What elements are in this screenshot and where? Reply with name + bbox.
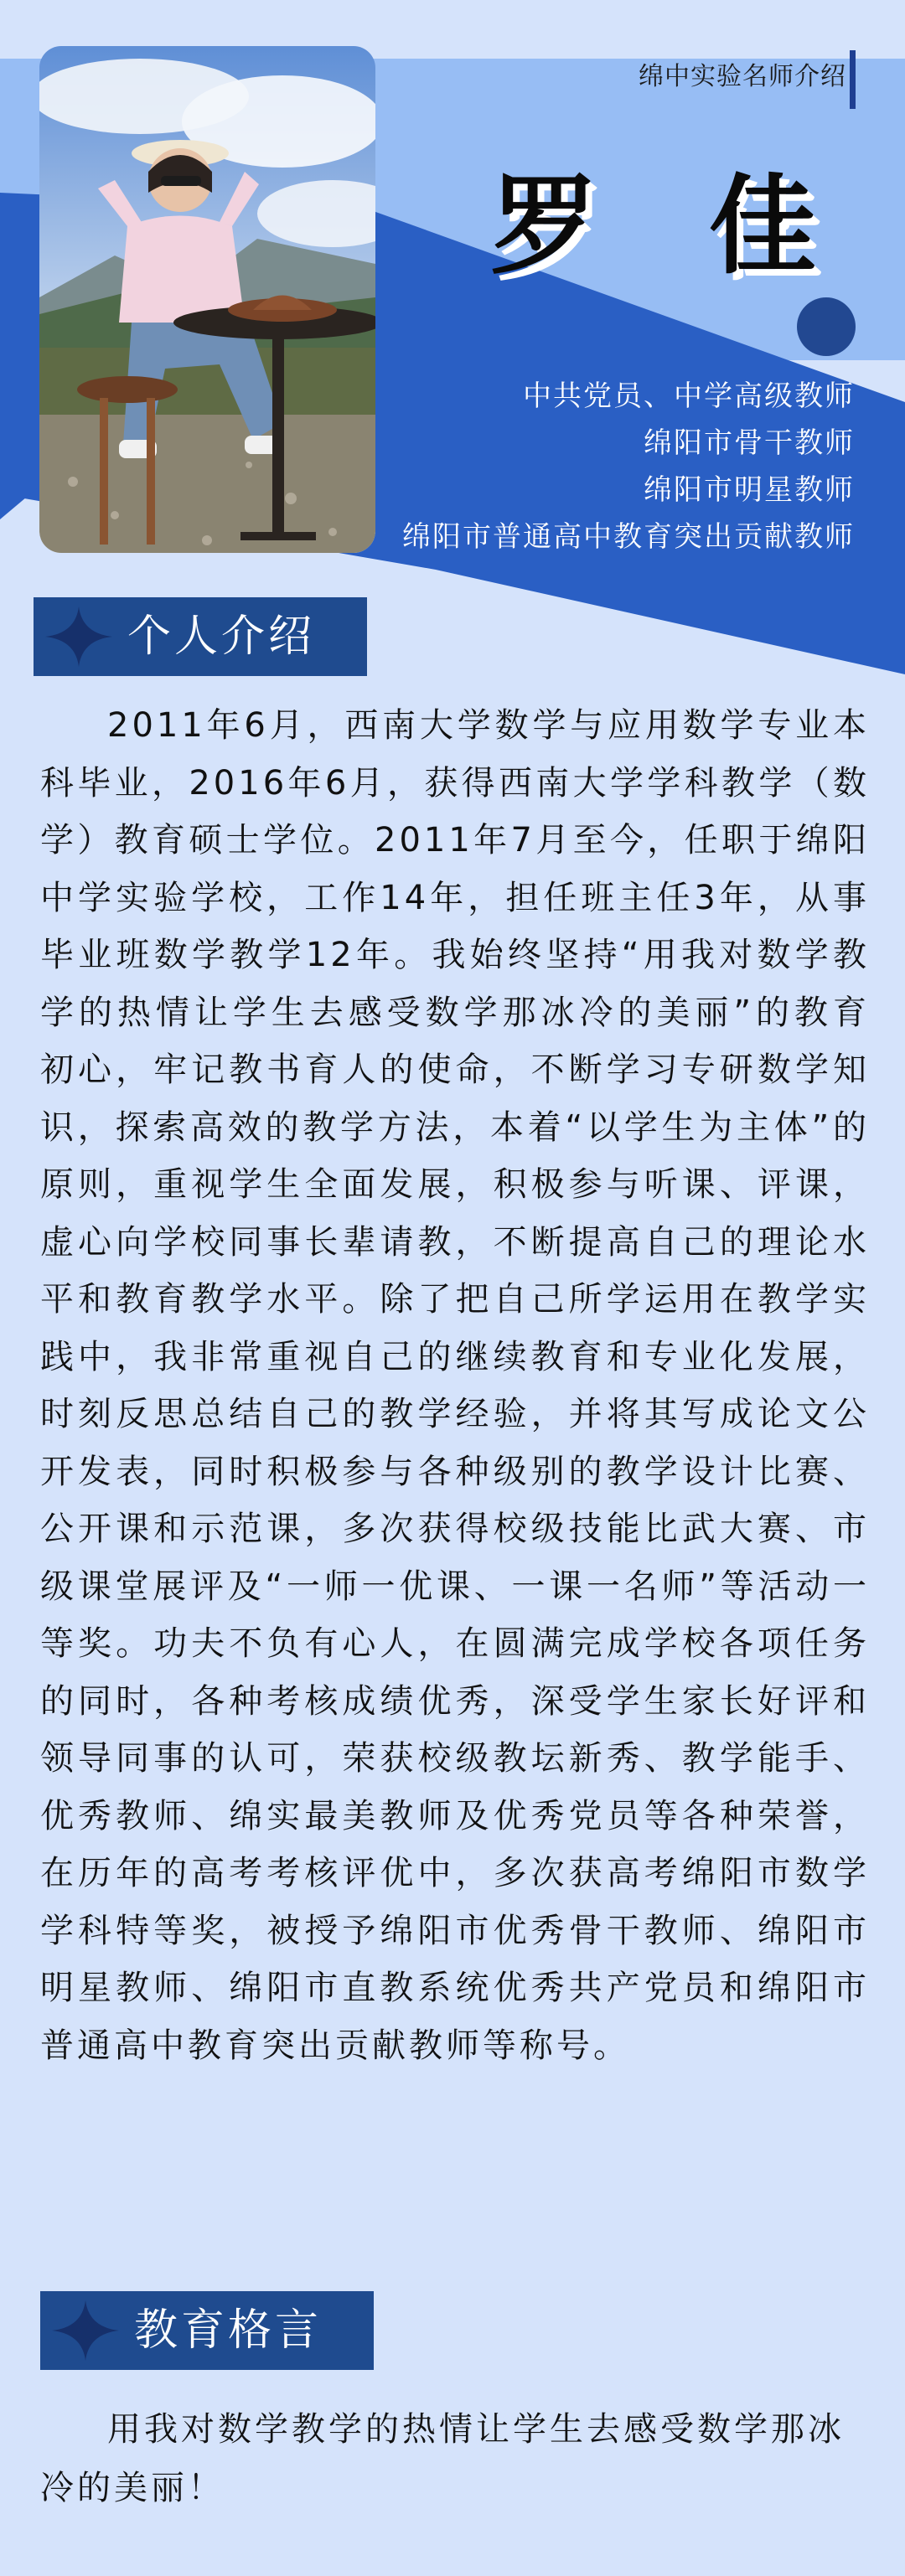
header-accent-bar [850, 50, 856, 109]
intro-heading-label: 个人介绍 [127, 612, 316, 662]
four-point-star-icon [52, 2300, 119, 2361]
title-line: 中共党员、中学高级教师 [523, 379, 855, 413]
teacher-titles [402, 373, 855, 560]
intro-section-heading [34, 597, 367, 676]
title-line: 绵阳市骨干教师 [644, 426, 855, 460]
motto-heading-label: 教育格言 [134, 2305, 323, 2356]
teacher-name: 罗 佳 [490, 164, 853, 289]
four-point-star-icon [45, 607, 112, 667]
title-line: 绵阳市普通高中教育突出贡献教师 [402, 520, 855, 554]
motto-section-heading [40, 2291, 374, 2370]
intro-paragraph: 2011年6月，西南大学数学与应用数学专业本科毕业，2016年6月，获得西南大学学科教学（数学）教育硕士学位。2011年7月至今，任职于绵阳中学实验学校，工作14年，担任班主任3年，从事毕业班数学教学12年。我始终坚持“用我对数学教学的热情让学生去感受数学那冰冷的美丽”的教育初心，牢记教书育人的使命，不断学习专研数学知识，探索高效的教学方法，本着“以学生为主体”的原则，重视学生全面发展，积极参与听课、评课，虚心向学校同事长辈请教，不断提高自己的理论水平和教育教学水平。除了把自己所学运用在教学实践中，我非常重视自己的继续教育和专业化发展，时刻反思总结自己的教学经验，并将其写成论文公开发表，同时积极参与各种级别的教学设计比赛、公开课和示范课，多次获得校级技能比武大赛、市级课堂展评及“一师一优课、一课一名师”等活动一等奖。功夫不负有心人，在圆满完成学校各项任务的同时，各种考核成绩优秀，深受学生家长好评和领导同事的认可，荣获校级教坛新秀、教学能手、优秀教师、绵实最美教师及优秀党员等各种荣誉，在历年的高考考核评优中，多次获高考绵阳市数学学科特等奖，被授予绵阳市优秀骨干教师、绵阳市明星教师、绵阳市直教系统优秀共产党员和绵阳市普通高中教育突出贡献教师等称号。 [40, 706, 870, 2065]
decorative-dot [797, 297, 856, 356]
teacher-photo [39, 46, 375, 553]
motto-text: 用我对数学教学的热情让学生去感受数学那冰冷的美丽！ [40, 2410, 845, 2507]
title-line: 绵阳市明星教师 [644, 473, 855, 507]
header-tag: 绵中实验名师介绍 [639, 62, 846, 91]
